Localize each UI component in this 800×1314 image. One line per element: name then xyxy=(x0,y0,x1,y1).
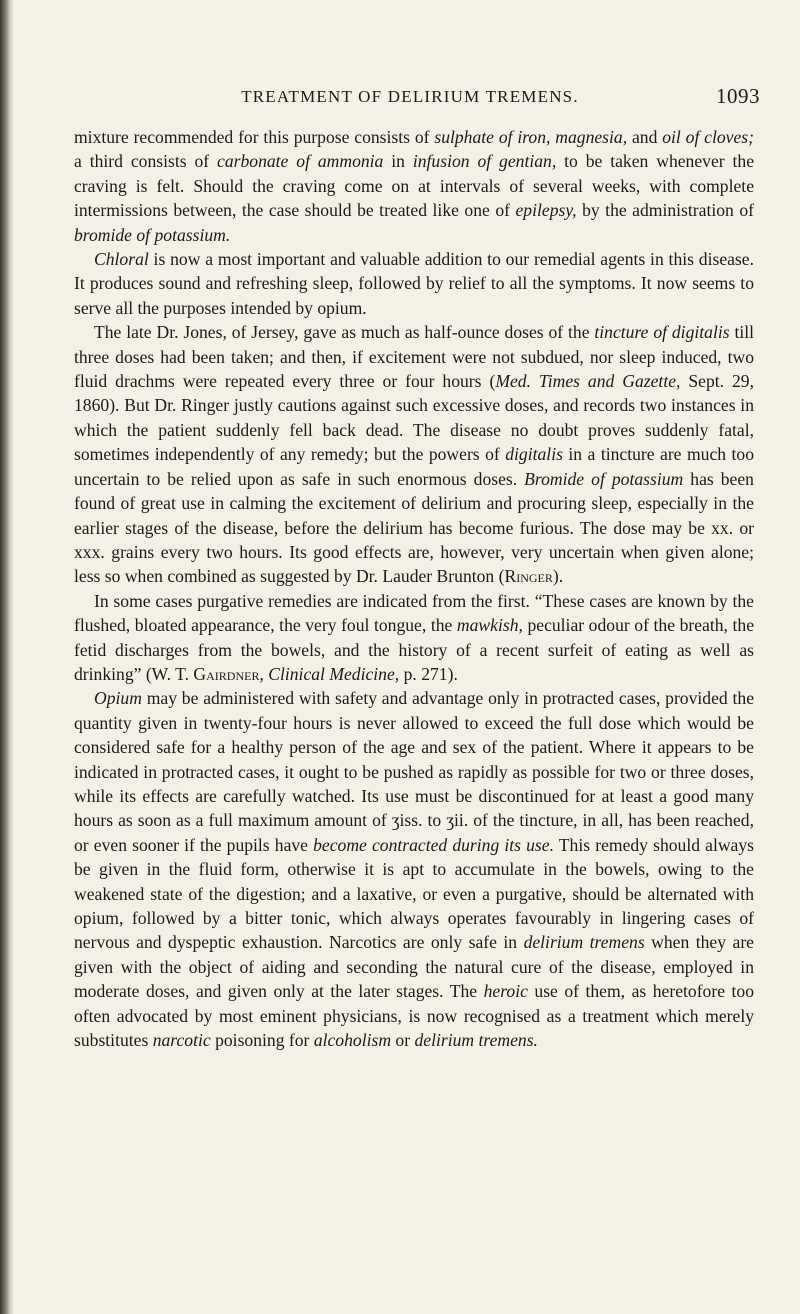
italic-text: Bromide of potassium xyxy=(524,468,684,489)
paragraph xyxy=(74,686,754,1052)
paragraph xyxy=(74,320,754,588)
text-run: to be taken whenever the craving is felt. Should the craving come on at intervals of several weeks, with complete intermissions between, the case should be treated like one of xyxy=(74,151,755,221)
text-run: mixture recommended for this purpose consists of xyxy=(74,127,435,147)
text-run: or xyxy=(391,1030,415,1051)
italic-text: tincture of digitalis xyxy=(594,322,730,343)
text-run: in a tincture are much too uncertain to be relied upon as safe in such enormous doses. xyxy=(74,444,754,489)
page-header xyxy=(60,84,760,114)
italic-text: narcotic xyxy=(152,1030,211,1051)
italic-text: become contracted during its use. xyxy=(313,834,554,855)
text-run: Sept. 29, 1860). But Dr. Ringer justly cautions against such excessive doses, and records two instances in which the patient suddenly fell back dead. The disease no doubt proves suddenly fatal, sometimes independently of any remedy; but the powers of xyxy=(74,371,754,465)
italic-text: carbonate of ammonia xyxy=(217,151,384,172)
text-run: a third consists of xyxy=(74,151,218,172)
text-run: This remedy should always be given in the fluid form, otherwise it is apt to accumulate in the bowels, owing to the weakened state of the digestion; and a laxative, or even a purgative, should be alternated with opium, followed by a bitter tonic, which always operates favourably in lingering cases of nervous and dyspeptic exhaustion. Narcotics are only safe in xyxy=(74,834,754,953)
italic-text: digitalis xyxy=(505,444,563,465)
italic-text: delirium tremens xyxy=(523,932,645,953)
body-text xyxy=(74,125,754,1052)
italic-text: Clinical Medicine, xyxy=(268,663,400,684)
italic-text: Chloral xyxy=(94,249,149,270)
italic-text: Opium xyxy=(94,688,142,709)
italic-text: mawkish, xyxy=(456,615,523,636)
italic-text: delirium tremens. xyxy=(414,1030,538,1051)
page-number: 1093 xyxy=(716,84,760,108)
italic-text: sulphate of iron, magnesia, xyxy=(434,127,628,147)
italic-text: heroic xyxy=(483,981,528,1002)
text-run: when they are given with the object of aiding and seconding the natural cure of the disease, employed in moderate doses, and given only at the later stages. The xyxy=(74,932,754,1002)
text-run: in xyxy=(383,151,413,172)
text-run: by the administration of xyxy=(576,200,754,221)
italic-text: infusion of gentian, xyxy=(412,151,557,172)
text-run: use of them, as heretofore too often advocated by most eminent physicians, is now recognised as a treatment which merely substitutes xyxy=(74,981,754,1051)
page-binding-edge xyxy=(0,0,14,1314)
text-run: poisoning for xyxy=(210,1030,314,1051)
text-run: ). xyxy=(552,566,564,587)
paragraph xyxy=(74,247,754,320)
paragraph xyxy=(74,589,754,687)
running-title: TREATMENT OF DELIRIUM TREMENS. xyxy=(241,87,579,106)
text-run: may be administered with safety and advantage only in protracted cases, provided the quantity given in twenty-four hours is never allowed to exceed the full dose which would be considered safe for a healthy person of the age and sex of the patient. Where it appears to be indicated in protracted cases, it ought to be pushed as rapidly as possible for two or three doses, while its effects are carefully watched. Its use must be discontinued for at least a good many hours as soon as a full maximum amount of ʒiss. to ʒii. of the tincture, in all, has been reached, or even sooner if the pupils have xyxy=(74,688,754,855)
text-run: peculiar odour of the breath, the fetid discharges from the bowels, and the history of a recent surfeit of eating as well as drinking” (W. T. xyxy=(74,615,755,684)
text-run: has been found of great use in calming the excitement of delirium and procuring sleep, especially in the earlier stages of the disease, before the delirium has become furious. The dose may be xx. or xxx. grains every two hours. Its good effects are, however, very uncertain when given alone; less so when combined as suggested by Dr. Lauder Brunton ( xyxy=(74,468,754,587)
text-run: p. 271). xyxy=(399,663,458,684)
italic-text: epilepsy, xyxy=(515,200,577,221)
italic-text: alcoholism xyxy=(313,1030,392,1051)
italic-text: oil of cloves; xyxy=(662,127,754,147)
text-run: The late Dr. Jones, of Jersey, gave as much as half-ounce doses of the xyxy=(94,322,595,343)
italic-text: bromide of potassium. xyxy=(74,224,231,245)
text-run: and xyxy=(627,127,663,147)
text-run: In some cases purgative remedies are indicated from the first. “These cases are known by the flushed, bloated appearance, the very foul tongue, the xyxy=(74,590,754,636)
text-run: is now a most important and valuable addition to our remedial agents in this disease. It produces sound and refreshing sleep, followed by relief to all the symptoms. It now seems to serve all the purposes intended by opium. xyxy=(74,249,754,318)
text-run: till three doses had been taken; and then, if excitement were not subdued, nor sleep induced, two fluid drachms were repeated every three or four hours ( xyxy=(74,322,755,392)
small-caps-text: Ringer xyxy=(504,566,553,587)
italic-text: Med. Times and Gazette, xyxy=(495,371,681,392)
paragraph xyxy=(74,125,754,247)
small-caps-text: Gairdner, xyxy=(193,663,264,684)
